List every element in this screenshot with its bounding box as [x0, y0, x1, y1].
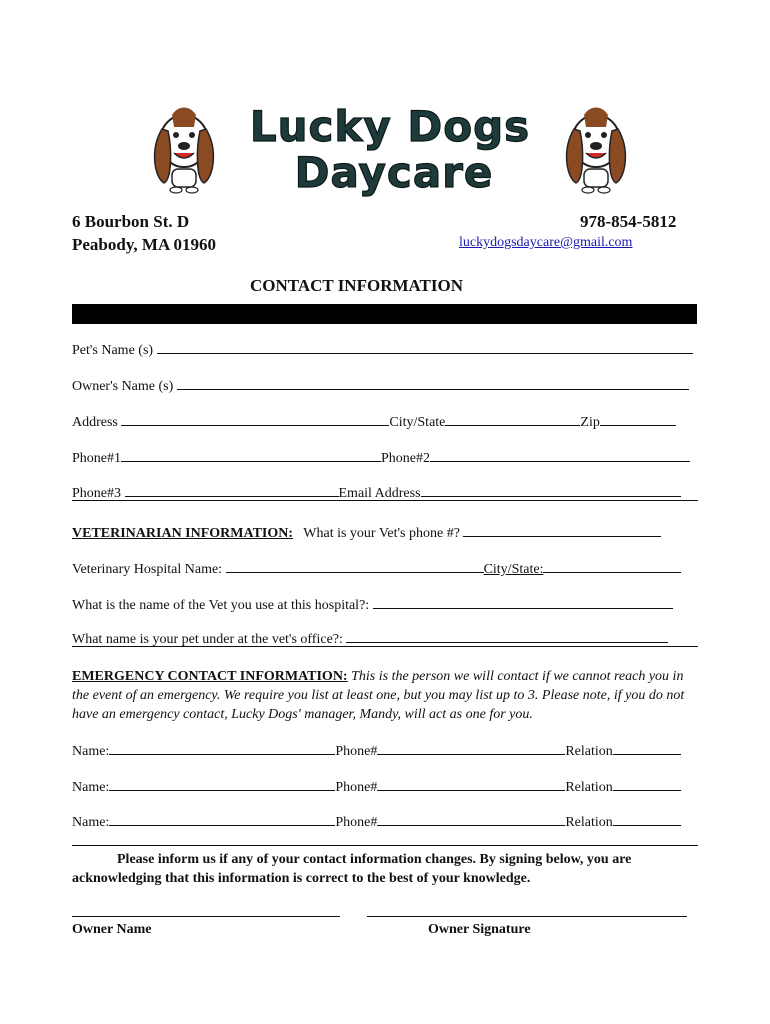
emergency-relation-label: Relation	[565, 815, 613, 830]
vet-phone-label: What is your Vet's phone #?	[303, 526, 460, 541]
section-divider	[72, 500, 698, 501]
hospital-name-field[interactable]	[226, 558, 484, 573]
owners-name-field[interactable]	[177, 375, 689, 390]
emergency-relation-label: Relation	[565, 744, 613, 759]
phone2-label: Phone#2	[381, 451, 430, 466]
emergency-phone-label: Phone#	[335, 744, 378, 759]
emergency-section-heading: EMERGENCY CONTACT INFORMATION:	[72, 669, 348, 684]
emergency-name-label: Name:	[72, 780, 110, 795]
emergency-name-field-2[interactable]	[109, 776, 335, 791]
address-label: Address	[72, 415, 118, 430]
owner-name-line[interactable]	[72, 916, 340, 917]
phone-row-2	[72, 482, 681, 501]
business-email-link[interactable]: luckydogsdaycare@gmail.com	[459, 235, 633, 250]
black-bar-divider	[72, 304, 697, 324]
phone3-field[interactable]	[125, 482, 339, 497]
emergency-name-field-3[interactable]	[109, 811, 335, 826]
emergency-name-label: Name:	[72, 815, 110, 830]
logo-line1: Lucky Dogs	[249, 102, 531, 151]
emergency-contact-row-3	[72, 811, 681, 830]
emergency-phone-label: Phone#	[335, 780, 378, 795]
phone1-field[interactable]	[121, 447, 381, 462]
hospital-city-state-label: City/State:	[483, 562, 544, 577]
emergency-phone-label: Phone#	[335, 815, 378, 830]
pet-vet-name-row	[72, 628, 668, 647]
pet-vet-name-field[interactable]	[346, 628, 668, 643]
emergency-phone-field-1[interactable]	[377, 740, 565, 755]
emergency-contact-row-2	[72, 776, 681, 795]
zip-field[interactable]	[600, 411, 676, 426]
hospital-city-state-field[interactable]	[543, 558, 681, 573]
emergency-relation-field-2[interactable]	[613, 776, 681, 791]
section-divider-3	[72, 845, 698, 846]
phone2-field[interactable]	[430, 447, 690, 462]
city-state-label: City/State	[389, 415, 446, 430]
emergency-relation-field-1[interactable]	[613, 740, 681, 755]
pets-name-label: Pet's Name (s)	[72, 343, 154, 358]
emergency-phone-field-3[interactable]	[377, 811, 565, 826]
emergency-description: This is the person we will contact if we cannot reach you in the event of an emergency. We require you list at least one, but you may list up to 3. Please note, if you do not have an emergency contact, Lucky Dogs' manager, Mandy, will act as one for you.	[72, 669, 685, 722]
emergency-phone-field-2[interactable]	[377, 776, 565, 791]
logo-line2: Daycare	[294, 148, 494, 197]
vet-name-row	[72, 594, 673, 613]
owners-name-label: Owner's Name (s)	[72, 379, 174, 394]
emergency-relation-label: Relation	[565, 780, 613, 795]
phone1-label: Phone#1	[72, 451, 121, 466]
address-row	[72, 411, 676, 430]
phone3-label: Phone#3	[72, 486, 121, 501]
emergency-paragraph	[72, 667, 698, 724]
zip-label: Zip	[580, 415, 600, 430]
right-dog-icon	[567, 108, 626, 194]
address-line-2: Peabody, MA 01960	[72, 235, 217, 254]
pet-vet-name-label: What name is your pet under at the vet's office?:	[72, 632, 343, 647]
lucky-dogs-daycare-logo	[150, 97, 630, 199]
email-address-label: Email Address	[338, 486, 421, 501]
owner-signature-line[interactable]	[367, 916, 687, 917]
owners-name-row	[72, 375, 689, 394]
owner-signature-label: Owner Signature	[428, 922, 531, 937]
vet-name-field[interactable]	[373, 594, 673, 609]
vet-phone-field[interactable]	[463, 522, 661, 537]
emergency-name-field-1[interactable]	[109, 740, 335, 755]
vet-section-heading: VETERINARIAN INFORMATION:	[72, 526, 294, 541]
section-divider-2	[72, 646, 698, 647]
emergency-contact-row-1	[72, 740, 681, 759]
signature-notice: Please inform us if any of your contact information changes. By signing below, you are acknowledging that this information is correct to the best of your knowledge.	[72, 852, 632, 886]
hospital-row	[72, 558, 681, 577]
vet-phone-row	[72, 522, 661, 541]
hospital-name-label: Veterinary Hospital Name:	[72, 562, 223, 577]
emergency-name-label: Name:	[72, 744, 110, 759]
address-line-1: 6 Bourbon St. D	[72, 212, 190, 231]
owner-name-label: Owner Name	[72, 922, 152, 937]
pets-name-field[interactable]	[157, 339, 693, 354]
vet-name-label: What is the name of the Vet you use at this hospital?:	[72, 598, 370, 613]
emergency-relation-field-3[interactable]	[613, 811, 681, 826]
business-phone: 978-854-5812	[580, 212, 677, 231]
city-state-field[interactable]	[445, 411, 580, 426]
page-title: CONTACT INFORMATION	[250, 276, 463, 295]
email-address-field[interactable]	[421, 482, 681, 497]
address-field[interactable]	[121, 411, 389, 426]
pets-name-row	[72, 339, 693, 358]
phone-row-1	[72, 447, 690, 466]
left-dog-icon	[155, 108, 214, 194]
